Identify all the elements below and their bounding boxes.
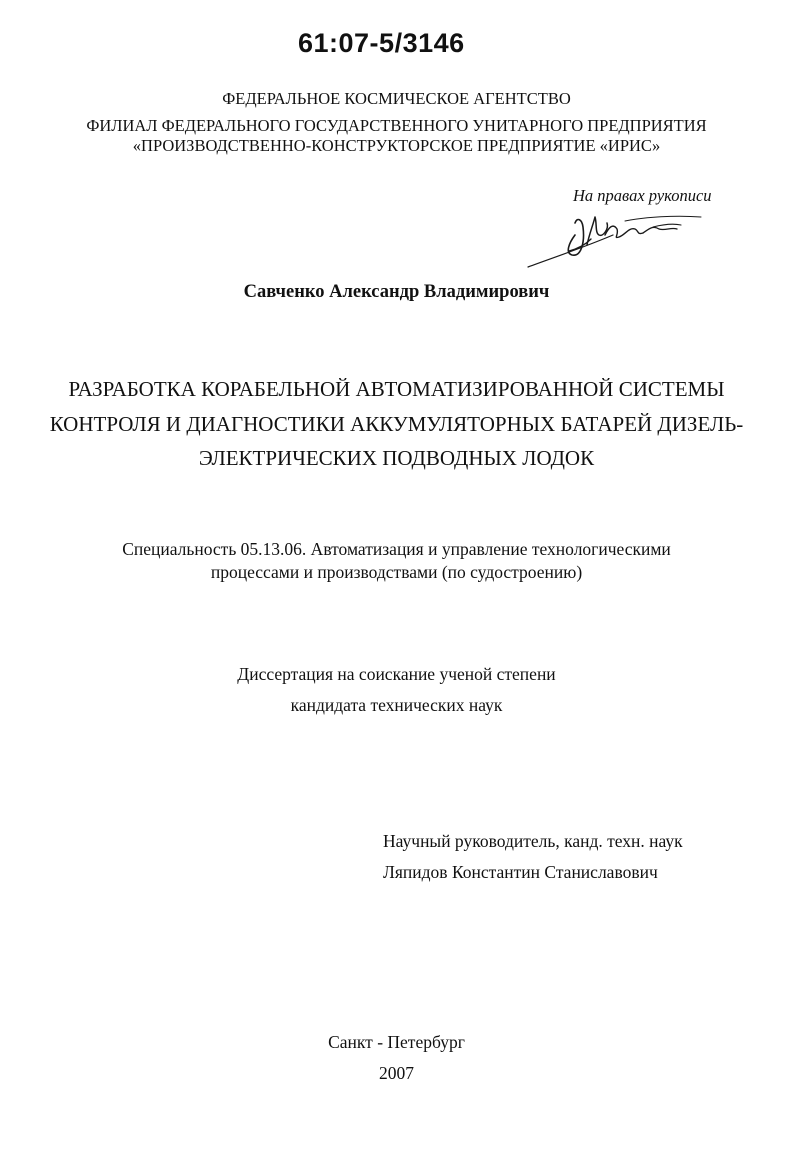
archive-code: 61:07-5/3146 [298, 28, 465, 58]
place-and-year [0, 1027, 793, 1089]
specialty-line: процессами и производствами (по судостроению) [210, 562, 583, 582]
degree-line: кандидата технических наук [290, 695, 503, 715]
city: Санкт - Петербург [328, 1032, 465, 1052]
scientific-supervisor [383, 826, 683, 888]
author-name: Савченко Александр Владимирович [243, 282, 550, 302]
specialty-line: Специальность 05.13.06. Автоматизация и управление технологическими [122, 539, 671, 559]
author-signature [525, 205, 715, 275]
organization-line: «ПРОИЗВОДСТВЕННО-КОНСТРУКТОРСКОЕ ПРЕДПРИЯТИЕ «ИРИС» [132, 136, 661, 155]
title-line: КОНТРОЛЯ И ДИАГНОСТИКИ АККУМУЛЯТОРНЫХ БАТАРЕЙ ДИЗЕЛЬ- [49, 411, 744, 436]
dissertation-title [0, 372, 793, 476]
degree-statement [0, 659, 793, 721]
degree-line: Диссертация на соискание ученой степени [237, 664, 556, 684]
supervisor-line: Ляпидов Константин Станиславович [383, 862, 658, 882]
organization-name [0, 116, 793, 156]
specialty [0, 538, 793, 584]
agency-name: ФЕДЕРАЛЬНОЕ КОСМИЧЕСКОЕ АГЕНТСТВО [222, 89, 571, 108]
manuscript-rights-note: На правах рукописи [573, 186, 712, 205]
title-line: ЭЛЕКТРИЧЕСКИХ ПОДВОДНЫХ ЛОДОК [198, 446, 595, 470]
year: 2007 [379, 1063, 414, 1083]
title-line: РАЗРАБОТКА КОРАБЕЛЬНОЙ АВТОМАТИЗИРОВАННОЙ СИСТЕМЫ [68, 377, 725, 401]
organization-line: ФИЛИАЛ ФЕДЕРАЛЬНОГО ГОСУДАРСТВЕННОГО УНИТАРНОГО ПРЕДПРИЯТИЯ [86, 116, 707, 135]
supervisor-line: Научный руководитель, канд. техн. наук [383, 831, 683, 851]
